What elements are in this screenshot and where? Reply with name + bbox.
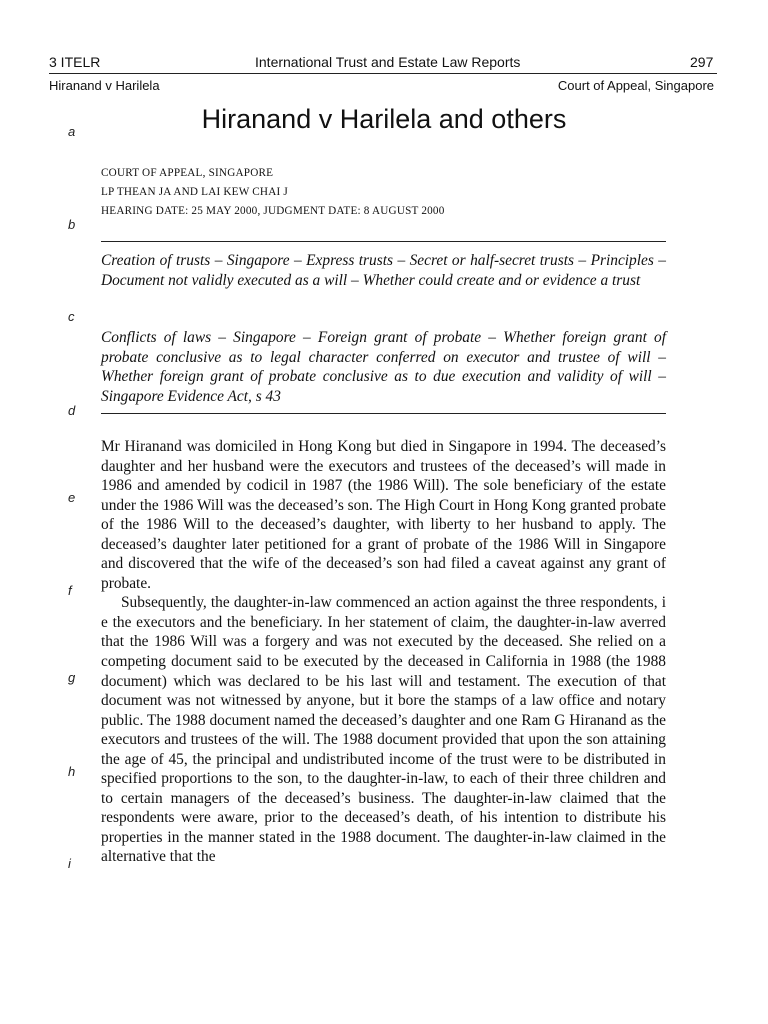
volume-label: 3 ITELR [49, 54, 101, 70]
margin-letter-f: f [68, 583, 72, 598]
catchwords-top-rule [101, 241, 666, 242]
margin-letter-g: g [68, 670, 76, 685]
page-number: 297 [690, 54, 714, 70]
paragraph: Mr Hiranand was domiciled in Hong Kong but died in Singapore in 1994. The deceased’s daughter and her husband were the executors and trustees of the deceased’s will made in 1986 and amended by codicil in 1987 (the 1986 Will). The sole beneficiary of the estate under the 1986 Will was the deceased’s son. The High Court in Hong Kong granted probate of the 1986 Will to the deceased’s daughter, with liberty to her husband to apply. The deceased’s daughter later petitioned for a grant of probate of the 1986 Will in Singapore and discovered that the wife of the deceased’s son had filed a caveat against any grant of probate. [101, 438, 666, 592]
court-label: Court of Appeal, Singapore [557, 78, 714, 93]
judges: LP THEAN JA AND LAI KEW CHAI J [101, 186, 288, 198]
margin-letter-d: d [68, 403, 76, 418]
court-name: COURT OF APPEAL, SINGAPORE [101, 167, 274, 179]
margin-letter-e: e [68, 490, 76, 505]
header-rule [49, 73, 717, 74]
hearing-judgment-dates: HEARING DATE: 25 MAY 2000, JUDGMENT DATE: 8 AUGUST 2000 [101, 205, 445, 217]
case-short-title: Hiranand v Harilela [49, 78, 160, 93]
margin-letter-h: h [68, 764, 76, 779]
margin-letter-a: a [68, 124, 76, 139]
margin-letter-i: i [68, 856, 71, 871]
headnote-body [101, 437, 666, 867]
margin-letter-b: b [68, 217, 76, 232]
catchwords-bottom-rule [101, 413, 666, 414]
catchword-conflicts: Conflicts of laws – Singapore – Foreign grant of probate – Whether foreign grant of probate conclusive as to legal character conferred on executor and trustee of will – Whether foreign grant of probate conclusive as to due execution and validity of will – Singapore Evidence Act, s 43 [101, 329, 666, 405]
margin-letter-c: c [68, 309, 75, 324]
publication-title: International Trust and Estate Law Reports [255, 54, 521, 70]
paragraph: Subsequently, the daughter-in-law commenced an action against the three respondents, i e the executors and the beneficiary. In her statement of claim, the daughter-in-law averred that the 1986 Will was a forgery and was not executed by the deceased. She relied on a competing document said to be executed by the deceased in California in 1988 (the 1988 document) which was declared to be his last will and testament. The execution of that document was not witnessed by anyone, but it bore the stamps of a law office and notary public. The 1988 document named the deceased’s daughter and one Ram G Hiranand as the executors and trustees of the will. The 1988 document provided that upon the son attaining the age of 45, the principal and undistributed income of the trust were to be distributed in specified proportions to the son, to the daughter-in-law, to each of their three children and to certain managers of the deceased’s business. The daughter-in-law claimed that the respondents were aware, prior to the deceased’s death, of his intention to distribute his properties in the manner stated in the 1988 document. The daughter-in-law claimed in the alternative that the [101, 594, 666, 866]
catchword-trusts: Creation of trusts – Singapore – Express trusts – Secret or half-secret trusts – Principles – Document not validly executed as a will – Whether could create and or evidence a trust [101, 252, 666, 289]
case-title: Hiranand v Harilela and others [201, 104, 567, 134]
